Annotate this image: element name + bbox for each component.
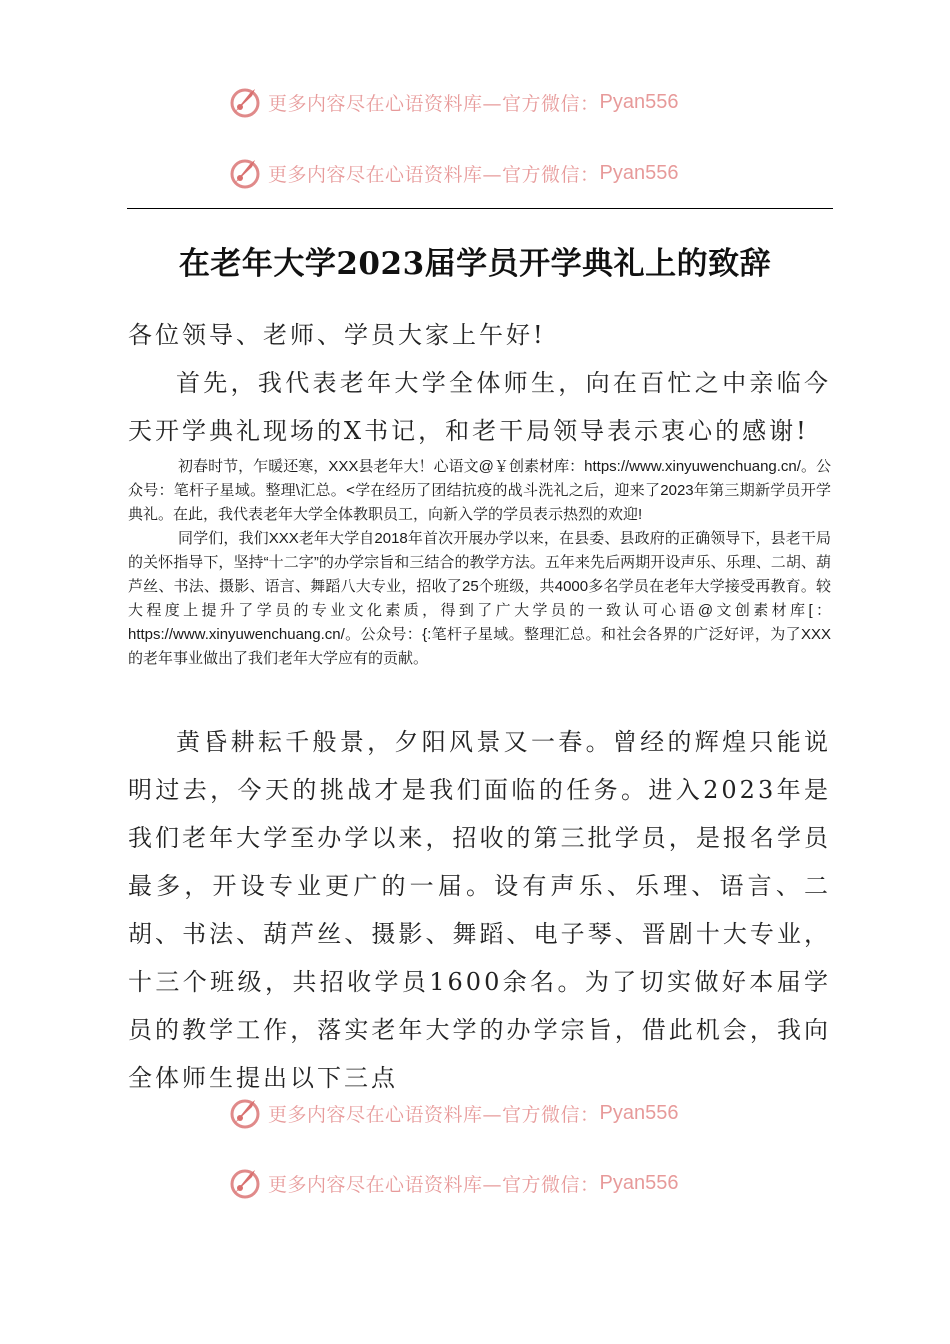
watermark-banner-top-1 (228, 82, 748, 122)
brush-logo-icon (228, 1096, 262, 1130)
watermark-wechat-id: Pyan556 (599, 90, 679, 113)
greeting: 各位领导、老师、学员大家上午好! (128, 321, 546, 349)
watermark-text: 更多内容尽在心语资料库—官方微信： (268, 92, 600, 115)
watermark-text: 更多内容尽在心语资料库—官方微信： (268, 1103, 600, 1126)
watermark-banner-top-2 (228, 153, 748, 193)
watermark-text: 更多内容尽在心语资料库—官方微信： (268, 163, 600, 186)
watermark-wechat-id: Pyan556 (599, 161, 679, 184)
paragraph-4: 黄昏耕耘千般景，夕阳风景又一春。曾经的辉煌只能说明过去，今天的挑战才是我们面临的任务。进入2023年是我们老年大学至办学以来，招收的第三批学员，是报名学员最多，开设专业更广的一届。设有声乐、乐理、语言、二胡、书法、葫芦丝、摄影、舞蹈、电子琴、晋剧十大专业，十三个班级，共招收学员1600余名。为了切实做好本届学员的教学工作，落实老年大学的办学宗旨，借此机会，我向全体师生提出以下三点 (128, 728, 831, 1092)
brush-logo-icon (228, 1166, 262, 1200)
brush-logo-icon (228, 85, 262, 119)
header-divider (127, 208, 833, 209)
paragraph-2-wrap (128, 455, 831, 671)
brush-logo-icon (228, 156, 262, 190)
paragraph-2: 初春时节，乍暖还寒，XXX县老年大！心语文@￥创素材库：https://www.xinyuwenchuang.cn/。公众号：笔杆子星域。整理\汇总。<学在经历了团结抗疫的战斗洗礼之后，迎来了2023年第三期新学员开学典礼。在此，我代表老年大学全体教职员工，向新入学的学员表示热烈的欢迎! (128, 458, 831, 523)
watermark-wechat-id: Pyan556 (599, 1171, 679, 1194)
watermark-text: 更多内容尽在心语资料库—官方微信： (268, 1173, 600, 1196)
watermark-banner-bottom-1 (228, 1093, 748, 1133)
paragraph-3: 同学们，我们XXX老年大学自2018年首次开展办学以来，在县委、县政府的正确领导下，县老干局的关怀指导下，坚持“十二字”的办学宗旨和三结合的教学方法。五年来先后两期开设声乐、乐理、二胡、葫芦丝、书法、摄影、语言、舞蹈八大专业，招收了25个班级，共4000多名学员在老年大学接受再教育。较大程度上提升了学员的专业文化素质，得到了广大学员的一致认可心语@文创素材库[：https://www.xinyuwenchuang.cn/。公众号：{:笔杆子星域。整理汇总。和社会各界的广泛好评，为了XXX的老年事业做出了我们老年大学应有的贡献。 (128, 530, 831, 667)
document-title: 在老年大学2023届学员开学典礼上的致辞 (178, 246, 772, 282)
watermark-banner-bottom-2 (228, 1163, 748, 1203)
watermark-wechat-id: Pyan556 (599, 1101, 679, 1124)
paragraph-1: 首先，我代表老年大学全体师生，向在百忙之中亲临今天开学典礼现场的X书记，和老干局领导表示衷心的感谢! (128, 369, 831, 445)
